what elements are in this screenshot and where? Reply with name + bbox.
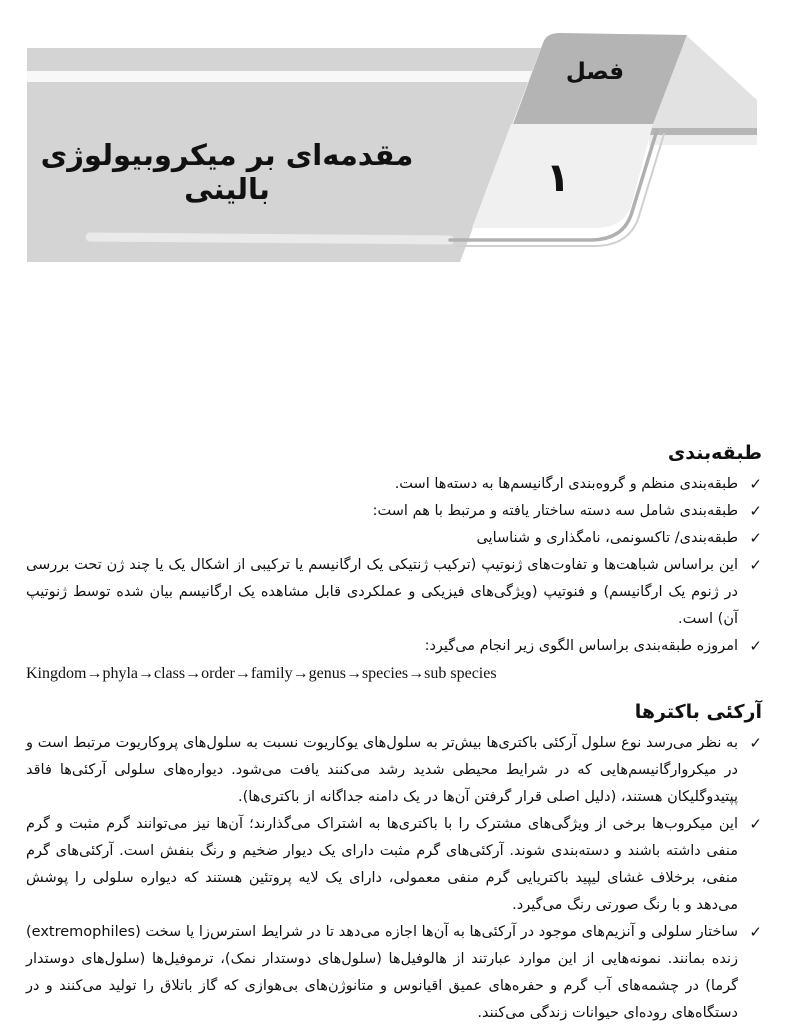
header-right-stripe-light <box>649 135 757 145</box>
bullet-text: طبقه‌بندی/ تاکسونمی، نامگذاری و شناسایی <box>476 530 738 546</box>
section-heading-archaea: آرکئی باکترها <box>634 701 762 723</box>
classification-bullet-list <box>26 471 762 660</box>
check-icon: ✓ <box>749 734 762 752</box>
check-icon: ✓ <box>749 923 762 941</box>
bullet-text: این میکروب‌ها برخی از ویژگی‌های مشترک را با باکتری‌ها به اشتراک می‌گذارند؛ آن‌ها نیز می‌توانند گرم مثبت و گرم منفی داشته باشند و دسته‌بندی شوند. آرکئی‌های گرم مثبت دارای یک دیوار ضخیم و رنگ بنفش است. آرکئی‌های گرم منفی، برخلاف غشای لیپید باکتریایی گرم منفی معمولی، دارای یک لایه پروتئین هستند که دیواره سلولی را پوشش می‌دهد و با رنگ صورتی رنگ می‌گیرد. <box>26 816 738 913</box>
bullet-item <box>26 552 762 633</box>
bullet-text: امروزه طبقه‌بندی براساس الگوی زیر انجام می‌گیرد: <box>424 638 738 654</box>
bullet-item <box>26 633 762 660</box>
check-icon: ✓ <box>749 637 762 655</box>
bullet-text: طبقه‌بندی شامل سه دسته ساختار یافته و مرتبط با هم است: <box>372 503 738 519</box>
bullet-item <box>26 811 762 919</box>
bullet-text: این براساس شباهت‌ها و تفاوت‌های ژنوتیپ (ترکیب ژنتیکی یک ارگانیسم یا ترکیبی از اشکال یک یا چند ژن تحت بررسی در ژنوم یک ارگانیسم) و فنوتیپ (ویژگی‌های فیزیکی و عملکردی قابل مشاهده یک ارگانیسم بیان شده توسط ژنوتیپ آن) است. <box>26 557 738 627</box>
taxonomy-sequence: Kingdom→phyla→class→order→family→genus→species→sub species <box>26 665 497 682</box>
chapter-label: فصل <box>565 59 625 85</box>
section-heading-classification: طبقه‌بندی <box>667 442 762 464</box>
chapter-title: مقدمه‌ای بر میکروبیولوژی بالینی <box>40 138 414 206</box>
bullet-item <box>26 919 762 1027</box>
archaea-bullet-list <box>26 730 762 1027</box>
page-body <box>26 440 762 1027</box>
chapter-header <box>0 0 788 300</box>
header-groove-stripe <box>90 237 450 240</box>
check-icon: ✓ <box>749 815 762 833</box>
bullet-text: به نظر می‌رسد نوع سلول آرکئی باکتری‌ها بیش‌تر به سلول‌های یوکاریوت نسبت به سلول‌های پروکاریوت مرتبط است و در میکروارگانیسم‌هایی که در شرایط محیطی شدید رشد می‌کنند یافت می‌شود. دیواره‌های سلولی آرکئی‌ها فاقد پپتیدوگلیکان هستند، (دلیل اصلی قرار گرفتن آن‌ها در یک دامنه جداگانه از باکتری‌ها). <box>26 735 738 805</box>
header-right-stripe-dark <box>649 128 757 135</box>
check-icon: ✓ <box>749 529 762 547</box>
check-icon: ✓ <box>749 502 762 520</box>
section-classification <box>26 440 762 687</box>
header-band-white-stripe <box>27 71 532 82</box>
chapter-number: ۱ <box>545 155 571 201</box>
bullet-item <box>26 498 762 525</box>
bullet-item <box>26 525 762 552</box>
bullet-item <box>26 730 762 811</box>
section-archaea <box>26 699 762 1027</box>
bullet-text: ساختار سلولی و آنزیم‌های موجود در آرکئی‌ها به آن‌ها اجازه می‌دهد تا در شرایط استرس‌زا یا سخت (extremophiles) زنده بمانند. نمونه‌هایی از این موارد عبارتند از هالوفیل‌ها (سلول‌های دوستدار نمک)، ترموفیل‌ها (سلول‌های دوستدار گرما) در چشمه‌های آب گرم و حفره‌های عمیق اقیانوس و متانوژن‌های بی‌هوازی که گاز باتلاق را تولید می‌کنند و در دستگاه‌های روده‌ای حیوانات زندگی می‌کنند. <box>26 924 738 1021</box>
bullet-text: طبقه‌بندی منظم و گروه‌بندی ارگانیسم‌ها به دسته‌ها است. <box>394 476 738 492</box>
check-icon: ✓ <box>749 556 762 574</box>
bullet-item <box>26 471 762 498</box>
check-icon: ✓ <box>749 475 762 493</box>
